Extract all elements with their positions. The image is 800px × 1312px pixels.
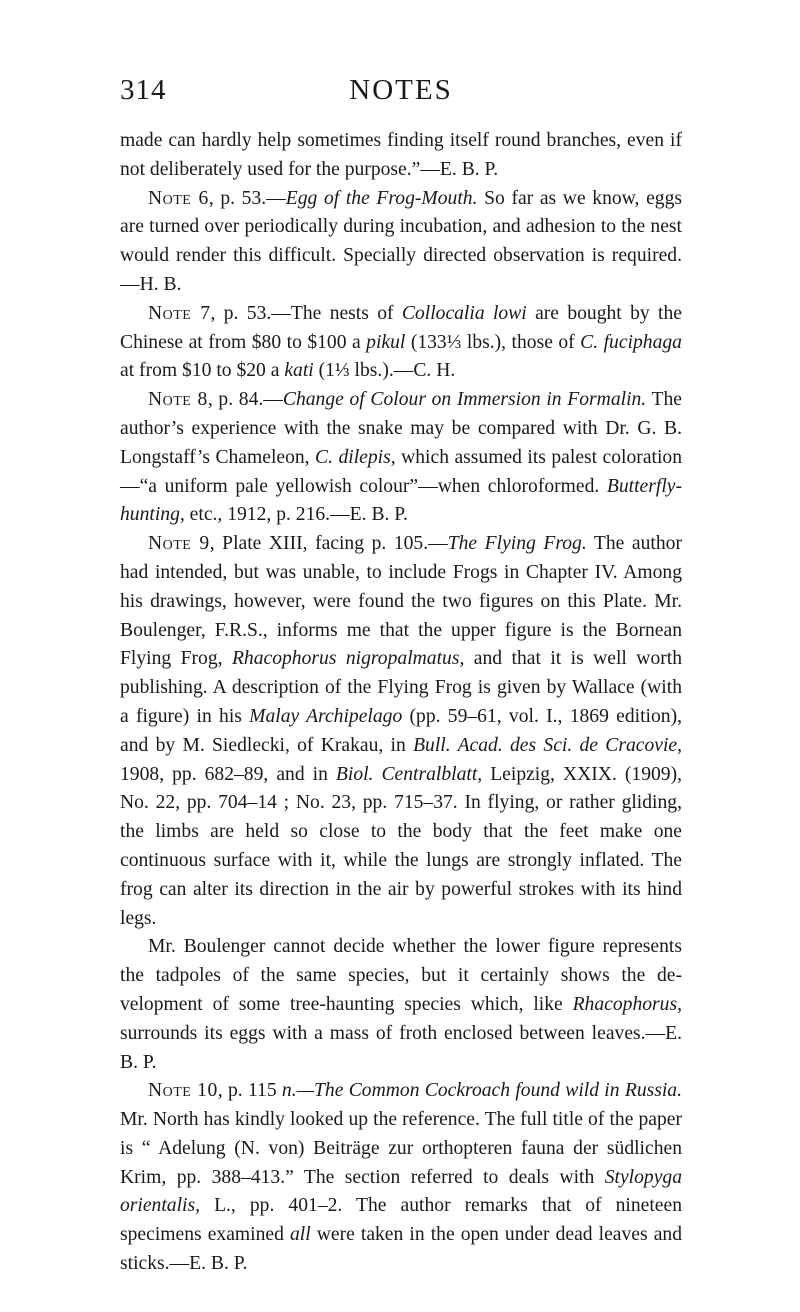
note-label: Note 9 [148, 533, 210, 555]
text-run: , p. 115 [217, 1080, 282, 1102]
journal-title: Biol. Centralblatt, [335, 763, 483, 785]
text-run: surrounds its eggs with a mass of froth enclosed between leaves.—E. B. P. [120, 1022, 682, 1073]
text-run: which assumed its palest coloration—“a uniform pale yellowish colour”—when chloroformed. [120, 446, 682, 497]
emphasis: all [289, 1224, 311, 1246]
species-name: Rhacophorus nigropalmatus, [231, 648, 465, 670]
text-run: Mr. Boulenger cannot decide whether the lower figure represents the tadpoles of the same species, but it certainly shows the development of some tree-haunting species which, like [120, 936, 682, 1015]
page-number: 314 [120, 74, 167, 106]
note-heading: Change of Colour on Immersion in Formalin. [282, 389, 647, 411]
text-run: at from $10 to $20 a [120, 360, 285, 382]
term: kati [284, 360, 314, 382]
text-run: , p. 84.— [207, 389, 283, 411]
text-run: (1⅓ lbs.).—C. H. [313, 360, 456, 382]
note-label: Note 10 [148, 1080, 218, 1102]
text-run: L., pp. 401–2. The author remarks that of nineteen specimens examined [120, 1195, 682, 1246]
note-heading: Egg of the Frog-Mouth. [285, 187, 478, 209]
note-6 [120, 185, 682, 300]
note-heading: The Flying Frog. [447, 533, 587, 555]
text-run: So far as we know, eggs are turned over periodically during incubation, and adhesion to the nest would render this difficult. Specially directed observation is required.—H. B. [120, 187, 683, 295]
text-run: etc., 1912, p. 216.—E. B. P. [184, 504, 408, 526]
species-name: C. fuciphaga [580, 331, 682, 353]
text-run: , p. 53.—The nests of [210, 302, 402, 324]
species-name: Collocalia lowi [401, 302, 527, 324]
journal-title: Bull. Acad. des Sci. de Cracovie, [413, 734, 683, 756]
text-run: and that it is well worth publishing. A description of the Flying Frog is given by Wallace (with a figure) in his [120, 648, 683, 727]
species-name: C. dilepis, [315, 446, 396, 468]
notes-body [120, 127, 682, 1279]
note-heading: n.—The Common Cockroach found wild in Russia. [281, 1080, 683, 1102]
note-10 [120, 1077, 682, 1279]
note-label: Note 7 [148, 302, 211, 324]
page-title: NOTES [349, 74, 453, 106]
term: pikul [366, 331, 406, 353]
species-name: Rhacophorus, [572, 993, 682, 1015]
text-run: Mr. North has kindly looked up the reference. The full title of the paper is “ Adelung (N. von) Beiträge zur orthopteren fauna der südlichen Krim, pp. 388–413.” The section referred to deals with [120, 1109, 682, 1188]
text-run: 1908, pp. 682–89, and in [120, 763, 336, 785]
paragraph-continuation [120, 127, 682, 185]
book-title: Butterfly-hunting, [120, 475, 682, 526]
note-9-continued [120, 933, 682, 1077]
text-run: (pp. 59–61, vol. I., 1869 edition), and by M. Siedlecki, of Krakau, in [120, 705, 682, 756]
note-9 [120, 530, 682, 933]
note-label: Note 8 [148, 389, 208, 411]
note-label: Note 6 [148, 187, 209, 209]
text-run: are bought by the Chinese at from $80 to $100 a [120, 302, 682, 353]
text-run: , Plate XIII, facing p. 105.— [209, 533, 448, 555]
text-run: were taken in the open under dead leaves and sticks.—E. B. P. [120, 1224, 682, 1275]
text-run: , p. 53.— [208, 187, 286, 209]
note-8 [120, 386, 682, 530]
text-run: Leipzig, XXIX. (1909), No. 22, pp. 704–14 ; No. 23, pp. 715–37. In flying, or rather gliding, the limbs are held so close to the body that the feet make one continuous surface with it, while the lungs are strongly inflated. The frog can alter its direction in the air by powerful strokes with its hind legs. [120, 763, 683, 929]
text-run: (133⅓ lbs.), those of [405, 331, 581, 353]
text-run: The author had intended, but was unable, to include Frogs in Chapter IV. Among his drawings, however, were found the two figures on this Plate. Mr. Boulenger, F.R.S., informs me that the upper figure is the Bornean Flying Frog, [120, 533, 682, 670]
species-name: Stylopyga orientalis, [120, 1166, 682, 1217]
book-title: Malay Archipelago [249, 705, 403, 727]
text-run: The author’s experience with the snake may be compared with Dr. G. B. Longstaff’s Chameleon, [120, 389, 682, 468]
note-7 [120, 300, 682, 386]
running-head [120, 74, 682, 114]
text-run: made can hardly help sometimes finding itself round branches, even if not deliberately used for the purpose.”—E. B. P. [120, 130, 682, 180]
